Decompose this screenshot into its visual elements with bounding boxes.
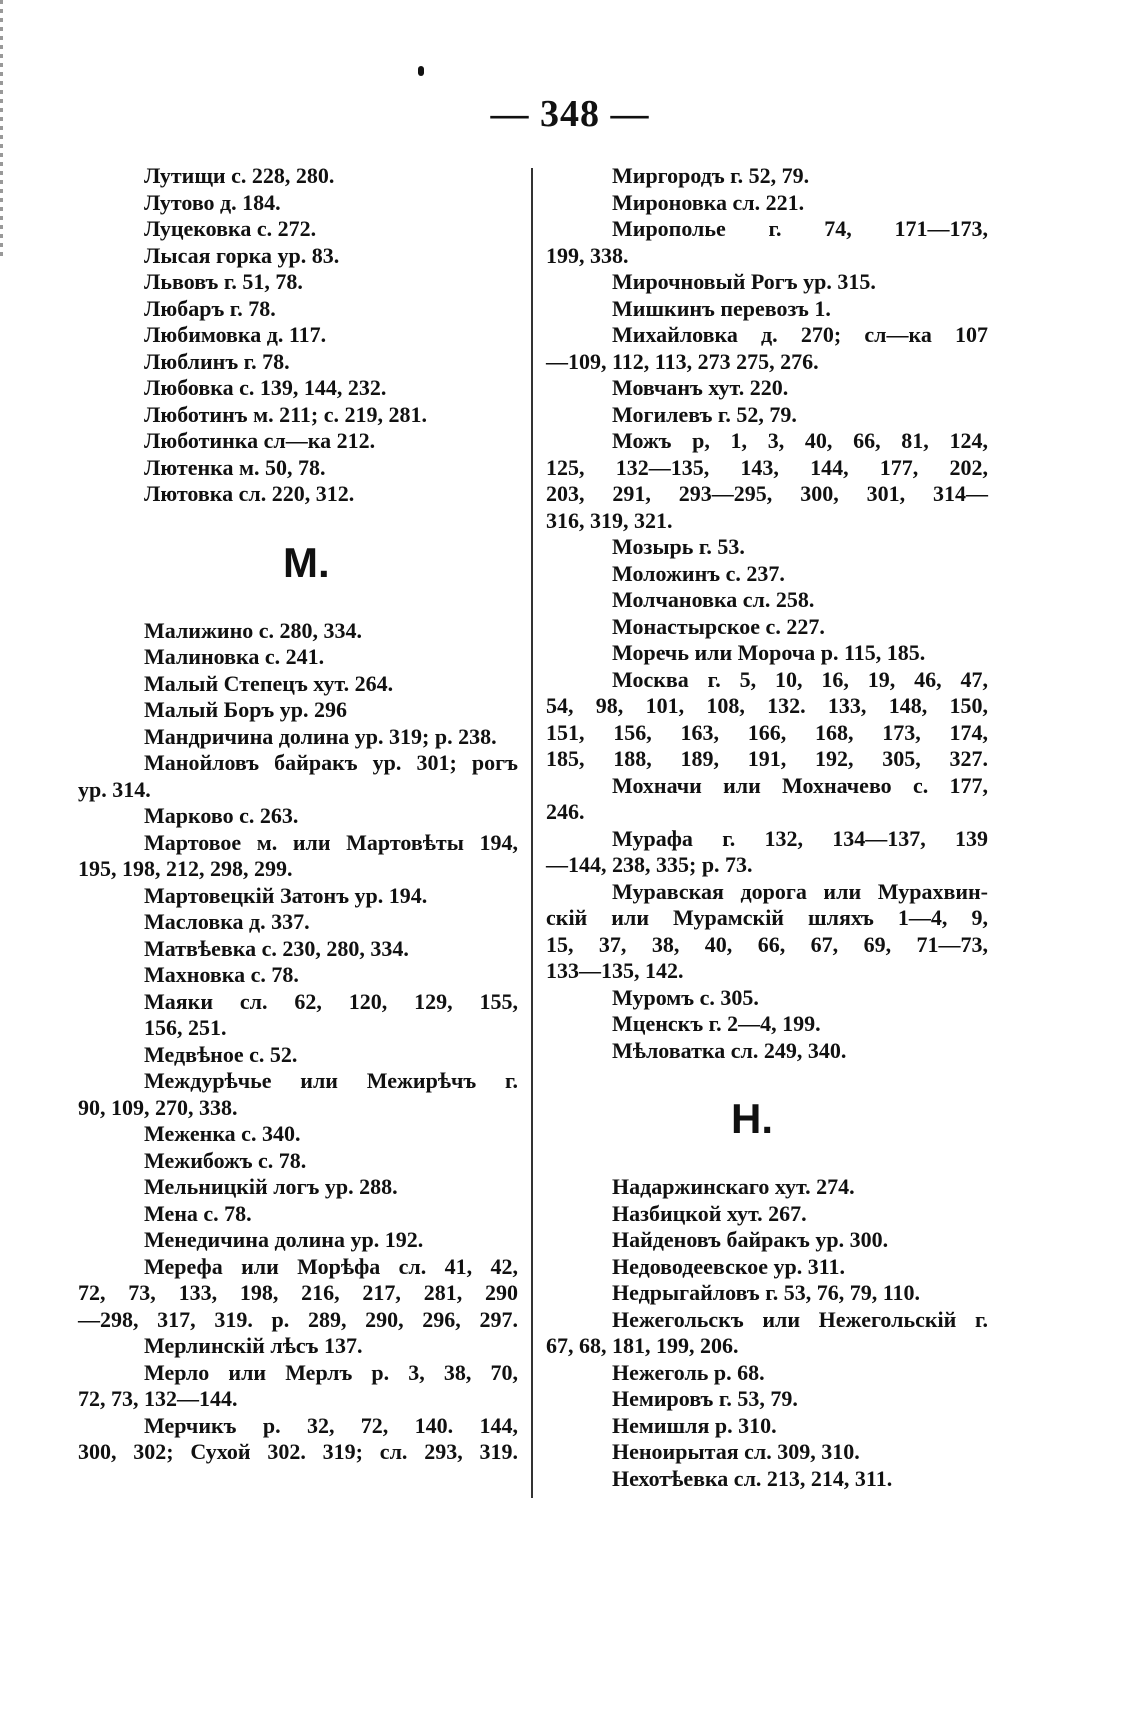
index-entry: Малый Степецъ хут. 264. [144, 670, 394, 696]
index-entry: ур. 314. [78, 776, 151, 802]
index-entry: 67, 68, 181, 199, 206. [546, 1333, 739, 1358]
index-entry: Медвѣное с. 52. [144, 1041, 298, 1067]
index-entry: Монастырское с. 227. [612, 613, 825, 639]
index-entry: Немишля р. 310. [612, 1412, 777, 1438]
index-entry: 203, 291, 293—295, 300, 301, 314— [546, 481, 988, 506]
index-entry: Львовъ г. 51, 78. [144, 269, 303, 294]
index-entry: Можъ р, 1, 3, 40, 66, 81, 124, [612, 428, 988, 453]
index-entry: Любимовка д. 117. [144, 322, 327, 347]
index-entry: Мерлинскій лѣсъ 137. [144, 1333, 363, 1358]
index-entry: Мельницкій логъ ур. 288. [144, 1174, 398, 1199]
index-column-left [78, 163, 518, 1466]
index-entry: Махновка с. 78. [144, 962, 299, 987]
index-entry: Меженка с. 340. [144, 1121, 301, 1146]
index-entry: Нежегольскъ или Нежегольскій г. [612, 1306, 988, 1332]
index-column-right [546, 163, 988, 1492]
column-divider [531, 168, 533, 1498]
index-entry: 185, 188, 189, 191, 192, 305, 327. [546, 746, 988, 771]
index-entry: Моложинъ с. 237. [612, 560, 785, 586]
index-entry: Лютовка сл. 220, 312. [144, 481, 355, 506]
index-entry: —144, 238, 335; р. 73. [546, 852, 753, 877]
index-entry: Молчановка сл. 258. [612, 587, 815, 612]
index-entry: Люботинка сл—ка 212. [144, 428, 376, 453]
index-entry: Москва г. 5, 10, 16, 19, 46, 47, [612, 666, 988, 692]
index-entry: 316, 319, 321. [546, 507, 673, 533]
index-entry: 15, 37, 38, 40, 66, 67, 69, 71—73, [546, 931, 988, 957]
ink-dot [418, 66, 424, 76]
index-entry: Менедичина долина ур. 192. [144, 1227, 424, 1252]
index-entry: Лысая горка ур. 83. [144, 242, 340, 268]
index-entry: Надаржинскаго хут. 274. [612, 1174, 855, 1199]
index-entry: Масловка д. 337. [144, 909, 310, 934]
index-entry: Мандричина долина ур. 319; р. 238. [144, 723, 497, 749]
index-entry: Малиновка с. 241. [144, 644, 325, 669]
index-entry: Мартовое м. или Мартовѣты 194, [144, 829, 518, 855]
index-entry: Нежеголь р. 68. [612, 1359, 765, 1385]
index-entry: 300, 302; Сухой 302. 319; сл. 293, 319. [78, 1439, 518, 1464]
index-entry: 156, 251. [144, 1015, 227, 1040]
index-entry: Моречь или Мороча р. 115, 185. [612, 640, 926, 665]
index-entry: Матвѣевка с. 230, 280, 334. [144, 935, 409, 961]
index-entry: Лютенка м. 50, 78. [144, 454, 326, 480]
index-entry: Мишкинъ перевозъ 1. [612, 295, 831, 321]
index-entry: 151, 156, 163, 166, 168, 173, 174, [546, 719, 988, 745]
index-entry: Найденовъ байракъ ур. 300. [612, 1227, 889, 1252]
index-entry: Назбицкой хут. 267. [612, 1200, 807, 1226]
index-entry: Муравская дорога или Мурахвин- [612, 878, 988, 904]
index-entry: Могилевъ г. 52, 79. [612, 401, 797, 427]
index-entry: Лутищи с. 228, 280. [144, 163, 335, 188]
index-entry: Маяки сл. 62, 120, 129, 155, [144, 988, 518, 1014]
index-entry: Манойловъ байракъ ур. 301; рогъ [144, 750, 518, 775]
index-entry: Мерло или Мерлъ р. 3, 38, 70, [144, 1359, 518, 1385]
index-entry: Мерчикъ р. 32, 72, 140. 144, [144, 1412, 518, 1438]
page-number: — 348 — [490, 93, 650, 135]
index-entry: Немировъ г. 53, 79. [612, 1386, 798, 1411]
index-entry: Мозырь г. 53. [612, 534, 745, 559]
index-entry: 246. [546, 799, 585, 824]
index-entry: 72, 73, 133, 198, 216, 217, 281, 290 [78, 1280, 518, 1305]
index-entry: Мироновка сл. 221. [612, 189, 805, 215]
index-entry: 199, 338. [546, 242, 629, 268]
index-entry: Недоводеевское ур. 311. [612, 1253, 846, 1279]
index-entry: Мирочновый Рогъ ур. 315. [612, 269, 876, 294]
index-entry: Мценскъ г. 2—4, 199. [612, 1011, 821, 1036]
index-entry: Мартовецкій Затонъ ур. 194. [144, 882, 428, 908]
index-entry: 54, 98, 101, 108, 132. 133, 148, 150, [546, 693, 988, 718]
index-entry: 125, 132—135, 143, 144, 177, 202, [546, 454, 988, 480]
index-entry: —109, 112, 113, 273 275, 276. [546, 348, 819, 374]
index-entry: Люблинъ г. 78. [144, 348, 290, 374]
index-entry: —298, 317, 319. р. 289, 290, 296, 297. [78, 1306, 518, 1332]
index-entry: Междурѣчье или Межирѣчъ г. [144, 1068, 518, 1093]
index-entry: Мена с. 78. [144, 1200, 252, 1226]
section-letter: М. [283, 538, 330, 586]
index-entry: Муромъ с. 305. [612, 984, 759, 1010]
index-entry: Лутово д. 184. [144, 189, 281, 215]
index-entry: Мурафа г. 132, 134—137, 139 [612, 825, 988, 851]
index-entry: Луцековка с. 272. [144, 216, 317, 241]
index-entry: Малый Боръ ур. 296 [144, 697, 347, 722]
index-entry: Марково с. 263. [144, 803, 299, 828]
index-entry: Мерефа или Морѣфа сл. 41, 42, [144, 1253, 518, 1279]
index-entry: Любаръ г. 78. [144, 295, 276, 321]
index-entry: Мохначи или Мохначево с. 177, [612, 772, 988, 798]
index-entry: 133—135, 142. [546, 958, 684, 983]
index-entry: Миропольe г. 74, 171—173, [612, 216, 988, 241]
index-entry: Люботинъ м. 211; с. 219, 281. [144, 401, 427, 427]
index-entry: Михайловка д. 270; сл—ка 107 [612, 322, 988, 347]
index-entry: Недрыгайловъ г. 53, 76, 79, 110. [612, 1280, 921, 1305]
index-entry: Мовчанъ хут. 220. [612, 375, 789, 400]
index-entry: Любовка с. 139, 144, 232. [144, 375, 387, 400]
index-entry: Нехотѣевка сл. 213, 214, 311. [612, 1465, 893, 1491]
index-entry: скій или Мурамскій шляхъ 1—4, 9, [546, 905, 988, 930]
index-entry: Неноирытая сл. 309, 310. [612, 1439, 860, 1464]
index-entry: Мѣловатка сл. 249, 340. [612, 1037, 847, 1063]
section-letter: Н. [731, 1095, 773, 1142]
index-entry: Миргородъ г. 52, 79. [612, 163, 810, 188]
index-entry: 72, 73, 132—144. [78, 1386, 238, 1411]
index-entry: 90, 109, 270, 338. [78, 1094, 238, 1120]
index-entry: Малижино с. 280, 334. [144, 617, 363, 643]
index-entry: Межибожъ с. 78. [144, 1147, 307, 1173]
index-entry: 195, 198, 212, 298, 299. [78, 856, 293, 881]
